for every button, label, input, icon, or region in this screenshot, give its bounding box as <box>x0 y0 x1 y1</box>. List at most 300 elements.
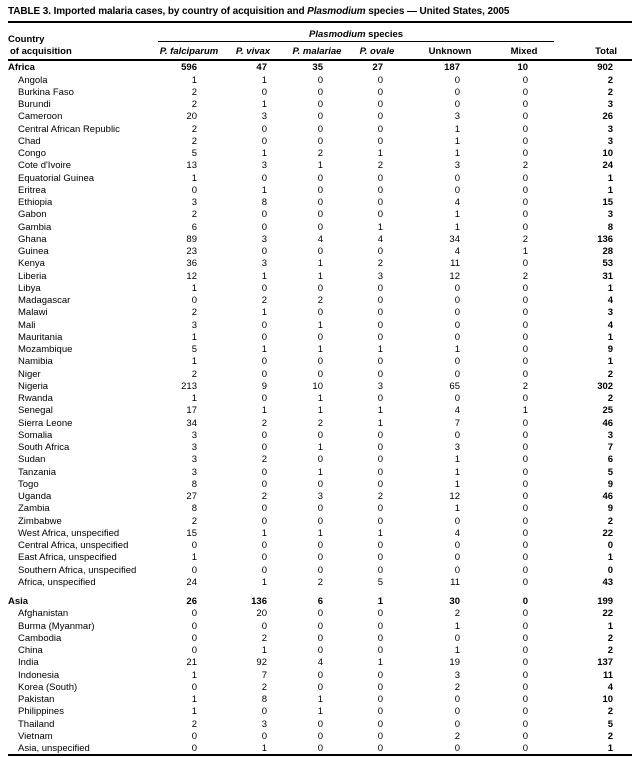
value-cell: 0 <box>522 442 529 453</box>
value-cell: 0 <box>522 123 529 135</box>
country-row <box>8 730 632 742</box>
value-cell: 0 <box>522 356 529 368</box>
value-cell: 0 <box>522 344 529 355</box>
value-cell: 27 <box>372 62 383 74</box>
country-cell: Tanzania <box>18 466 57 478</box>
section-row <box>8 588 632 607</box>
value-cell: 3 <box>261 111 267 123</box>
col-header-malariae: P. malariae <box>286 42 348 61</box>
country-cell: Eritrea <box>18 184 46 196</box>
value-cell: 0 <box>317 552 323 564</box>
value-cell: 1 <box>317 344 323 355</box>
total-cell: 0 <box>607 540 614 551</box>
value-cell: 2 <box>377 491 383 502</box>
value-cell: 0 <box>261 466 267 478</box>
value-cell: 0 <box>454 393 460 404</box>
total-cell: 902 <box>597 62 614 74</box>
value-cell: 0 <box>454 552 460 564</box>
value-cell: 0 <box>261 540 267 551</box>
country-cell: Vietnam <box>18 730 53 742</box>
value-cell: 0 <box>454 368 460 380</box>
value-cell: 4 <box>454 527 460 539</box>
value-cell: 1 <box>191 356 197 368</box>
country-cell: Madagascar <box>18 295 71 306</box>
value-cell: 0 <box>522 319 529 331</box>
value-cell: 0 <box>191 184 197 196</box>
total-cell: 3 <box>607 99 614 110</box>
value-cell: 13 <box>186 160 197 172</box>
total-cell: 9 <box>607 344 614 355</box>
value-cell: 3 <box>191 454 197 466</box>
country-header-line1: Country <box>8 34 45 45</box>
value-cell: 23 <box>186 246 197 257</box>
country-cell: Malawi <box>18 307 48 319</box>
total-cell: 28 <box>602 246 614 257</box>
total-cell: 22 <box>602 527 614 539</box>
value-cell: 10 <box>312 380 323 392</box>
value-cell: 0 <box>191 540 197 551</box>
value-cell: 0 <box>317 282 323 294</box>
country-cell: Chad <box>18 135 41 147</box>
country-row <box>8 73 632 85</box>
country-row <box>8 294 632 306</box>
value-cell: 1 <box>317 393 323 404</box>
value-cell: 1 <box>454 209 460 221</box>
value-cell: 9 <box>261 380 267 392</box>
col-header-ovale: P. ovale <box>348 42 406 61</box>
value-cell: 3 <box>261 160 267 172</box>
value-cell: 0 <box>377 172 383 184</box>
value-cell: 0 <box>522 111 529 123</box>
total-cell: 1 <box>607 356 614 368</box>
total-cell: 2 <box>607 393 614 404</box>
value-cell: 0 <box>377 319 383 331</box>
country-header-line2: of acquisition <box>10 45 72 57</box>
value-cell: 2 <box>317 295 323 306</box>
value-cell: 1 <box>191 669 197 681</box>
value-cell: 0 <box>317 246 323 257</box>
col-header-mixed: Mixed <box>494 42 554 61</box>
value-cell: 0 <box>377 503 383 515</box>
total-cell: 9 <box>607 478 614 490</box>
total-cell: 8 <box>607 221 614 233</box>
value-cell: 0 <box>317 368 323 380</box>
value-cell: 0 <box>377 393 383 404</box>
value-cell: 1 <box>261 576 267 588</box>
value-cell: 0 <box>317 669 323 681</box>
value-cell: 0 <box>377 123 383 135</box>
value-cell: 2 <box>377 160 383 172</box>
value-cell: 20 <box>256 608 267 620</box>
value-cell: 0 <box>317 503 323 515</box>
value-cell: 7 <box>454 417 460 429</box>
country-cell: India <box>18 657 39 669</box>
value-cell: 0 <box>261 331 267 343</box>
value-cell: 0 <box>454 99 460 110</box>
value-cell: 20 <box>186 111 197 123</box>
value-cell: 0 <box>377 295 383 306</box>
total-cell: 2 <box>607 86 614 98</box>
value-cell: 1 <box>317 694 323 705</box>
value-cell: 17 <box>186 405 197 417</box>
value-cell: 1 <box>317 405 323 417</box>
country-cell: Namibia <box>18 356 53 368</box>
value-cell: 0 <box>261 393 267 404</box>
value-cell: 2 <box>191 135 197 147</box>
country-cell: Pakistan <box>18 694 55 705</box>
country-row <box>8 705 632 717</box>
value-cell: 0 <box>377 429 383 441</box>
value-cell: 3 <box>454 442 460 453</box>
value-cell: 0 <box>377 706 383 718</box>
value-cell: 0 <box>522 221 529 233</box>
value-cell: 1 <box>377 527 383 539</box>
value-cell: 0 <box>522 706 529 718</box>
value-cell: 3 <box>454 111 460 123</box>
value-cell: 0 <box>191 645 197 656</box>
value-cell: 19 <box>449 657 460 669</box>
value-cell: 0 <box>317 111 323 123</box>
value-cell: 1 <box>454 478 460 490</box>
total-cell: 6 <box>607 454 614 466</box>
value-cell: 0 <box>377 718 383 730</box>
value-cell: 0 <box>317 307 323 319</box>
value-cell: 0 <box>522 632 529 644</box>
value-cell: 27 <box>186 491 197 502</box>
country-cell: Ethiopia <box>18 197 53 208</box>
value-cell: 0 <box>377 466 383 478</box>
value-cell: 36 <box>186 258 197 270</box>
country-row <box>8 539 632 551</box>
country-row <box>8 490 632 502</box>
value-cell: 3 <box>261 718 267 730</box>
value-cell: 11 <box>450 576 460 588</box>
value-cell: 8 <box>261 197 267 208</box>
country-cell: Burma (Myanmar) <box>18 620 95 632</box>
value-cell: 0 <box>377 645 383 656</box>
value-cell: 0 <box>261 123 267 135</box>
value-cell: 0 <box>454 184 460 196</box>
spanner-italic: Plasmodium <box>309 29 366 40</box>
total-cell: 2 <box>607 368 614 380</box>
value-cell: 0 <box>377 564 383 576</box>
value-cell: 0 <box>522 429 529 441</box>
country-cell: Liberia <box>18 270 47 282</box>
value-cell: 0 <box>522 564 529 576</box>
country-cell: Asia <box>8 596 29 607</box>
value-cell: 0 <box>522 331 529 343</box>
value-cell: 2 <box>454 681 460 693</box>
total-cell: 5 <box>607 466 614 478</box>
value-cell: 0 <box>377 552 383 564</box>
value-cell: 0 <box>317 515 323 527</box>
value-cell: 2 <box>454 730 460 742</box>
value-cell: 1 <box>377 596 383 607</box>
country-cell: Uganda <box>18 491 52 502</box>
value-cell: 0 <box>522 608 529 620</box>
value-cell: 1 <box>454 454 460 466</box>
country-cell: Gabon <box>18 209 47 221</box>
country-cell: Guinea <box>18 246 49 257</box>
country-cell: Burkina Faso <box>18 86 74 98</box>
total-cell: 2 <box>607 515 614 527</box>
country-row <box>8 86 632 98</box>
country-row <box>8 717 632 729</box>
value-cell: 0 <box>377 111 383 123</box>
country-row <box>8 392 632 404</box>
value-cell: 0 <box>522 503 529 515</box>
country-row <box>8 135 632 147</box>
value-cell: 2 <box>261 632 267 644</box>
value-cell: 3 <box>191 442 197 453</box>
value-cell: 0 <box>377 608 383 620</box>
country-cell: West Africa, unspecified <box>18 527 120 539</box>
value-cell: 0 <box>377 681 383 693</box>
country-cell: Nigeria <box>18 380 49 392</box>
value-cell: 1 <box>261 527 267 539</box>
spanner-row <box>8 23 632 42</box>
value-cell: 0 <box>522 694 529 705</box>
country-row <box>8 478 632 490</box>
value-cell: 2 <box>261 491 267 502</box>
value-cell: 0 <box>522 99 529 110</box>
value-cell: 0 <box>454 356 460 368</box>
country-cell: Burundi <box>18 99 51 110</box>
value-cell: 35 <box>312 62 323 74</box>
country-row <box>8 619 632 631</box>
value-cell: 0 <box>522 282 529 294</box>
value-cell: 0 <box>454 706 460 718</box>
value-cell: 0 <box>522 135 529 147</box>
total-cell: 3 <box>607 307 614 319</box>
country-cell: Togo <box>18 478 39 490</box>
country-cell: Africa, unspecified <box>18 576 96 588</box>
value-cell: 26 <box>186 596 197 607</box>
value-cell: 1 <box>317 160 323 172</box>
value-cell: 1 <box>317 270 323 282</box>
country-row <box>8 98 632 110</box>
value-cell: 0 <box>522 743 529 754</box>
value-cell: 0 <box>317 718 323 730</box>
value-cell: 0 <box>454 515 460 527</box>
value-cell: 92 <box>256 657 267 669</box>
value-cell: 0 <box>522 258 529 270</box>
table-title <box>8 5 632 23</box>
value-cell: 1 <box>317 319 323 331</box>
value-cell: 0 <box>377 307 383 319</box>
value-cell: 1 <box>522 246 529 257</box>
country-row <box>8 514 632 526</box>
value-cell: 0 <box>317 209 323 221</box>
value-cell: 0 <box>454 632 460 644</box>
value-cell: 0 <box>261 620 267 632</box>
value-cell: 5 <box>191 148 197 159</box>
value-cell: 0 <box>377 478 383 490</box>
value-cell: 1 <box>261 307 267 319</box>
value-cell: 0 <box>522 295 529 306</box>
value-cell: 0 <box>317 564 323 576</box>
col-header-vivax: P. vivax <box>220 42 286 61</box>
country-row <box>8 269 632 281</box>
total-cell: 136 <box>597 233 614 245</box>
value-cell: 0 <box>261 429 267 441</box>
country-row <box>8 551 632 563</box>
col-header-falciparum: P. falciparum <box>158 42 220 61</box>
value-cell: 0 <box>454 718 460 730</box>
value-cell: 6 <box>191 221 197 233</box>
value-cell: 3 <box>191 429 197 441</box>
country-cell: Cameroon <box>18 111 63 123</box>
value-cell: 2 <box>191 86 197 98</box>
value-cell: 0 <box>317 730 323 742</box>
country-cell: Niger <box>18 368 41 380</box>
value-cell: 0 <box>522 74 529 86</box>
value-cell: 2 <box>261 681 267 693</box>
value-cell: 0 <box>317 184 323 196</box>
value-cell: 1 <box>317 442 323 453</box>
country-row <box>8 404 632 416</box>
country-cell: Asia, unspecified <box>18 743 90 754</box>
value-cell: 0 <box>191 632 197 644</box>
value-cell: 1 <box>454 620 460 632</box>
country-cell: Equatorial Guinea <box>18 172 95 184</box>
total-cell: 46 <box>602 491 614 502</box>
total-cell: 31 <box>602 270 614 282</box>
value-cell: 0 <box>317 331 323 343</box>
value-cell: 1 <box>191 282 197 294</box>
value-cell: 0 <box>377 356 383 368</box>
value-cell: 0 <box>317 221 323 233</box>
country-row <box>8 693 632 705</box>
total-column-header: Total <box>554 23 632 60</box>
country-row <box>8 196 632 208</box>
value-cell: 2 <box>317 148 323 159</box>
country-cell: Sierra Leone <box>18 417 73 429</box>
value-cell: 0 <box>522 596 529 607</box>
value-cell: 3 <box>377 270 383 282</box>
value-cell: 1 <box>522 405 529 417</box>
country-cell: Somalia <box>18 429 53 441</box>
value-cell: 15 <box>186 527 197 539</box>
value-cell: 0 <box>261 246 267 257</box>
value-cell: 1 <box>454 344 460 355</box>
country-row <box>8 233 632 245</box>
value-cell: 0 <box>191 564 197 576</box>
country-row <box>8 257 632 269</box>
value-cell: 1 <box>317 527 323 539</box>
value-cell: 1 <box>191 74 197 86</box>
value-cell: 0 <box>317 356 323 368</box>
value-cell: 0 <box>377 540 383 551</box>
total-cell: 24 <box>602 160 614 172</box>
value-cell: 0 <box>377 743 383 754</box>
value-cell: 4 <box>377 233 383 245</box>
total-cell: 1 <box>607 743 614 754</box>
value-cell: 1 <box>261 184 267 196</box>
total-cell: 4 <box>607 295 614 306</box>
value-cell: 0 <box>522 730 529 742</box>
value-cell: 4 <box>317 657 323 669</box>
country-row <box>8 343 632 355</box>
value-cell: 0 <box>191 730 197 742</box>
value-cell: 0 <box>522 645 529 656</box>
value-cell: 0 <box>261 564 267 576</box>
value-cell: 0 <box>522 478 529 490</box>
value-cell: 0 <box>522 718 529 730</box>
value-cell: 1 <box>261 74 267 86</box>
value-cell: 2 <box>261 417 267 429</box>
value-cell: 0 <box>261 442 267 453</box>
value-cell: 0 <box>261 221 267 233</box>
total-cell: 4 <box>607 681 614 693</box>
value-cell: 12 <box>449 491 460 502</box>
value-cell: 0 <box>522 620 529 632</box>
value-cell: 0 <box>317 454 323 466</box>
value-cell: 3 <box>454 669 460 681</box>
value-cell: 1 <box>191 172 197 184</box>
country-row <box>8 208 632 220</box>
country-cell: Mauritania <box>18 331 63 343</box>
total-cell: 3 <box>607 209 614 221</box>
total-cell: 4 <box>607 319 614 331</box>
value-cell: 0 <box>522 527 529 539</box>
value-cell: 0 <box>317 99 323 110</box>
value-cell: 3 <box>454 160 460 172</box>
value-cell: 3 <box>191 319 197 331</box>
value-cell: 0 <box>522 368 529 380</box>
value-cell: 2 <box>191 99 197 110</box>
value-cell: 0 <box>454 331 460 343</box>
value-cell: 0 <box>522 148 529 159</box>
country-row <box>8 429 632 441</box>
value-cell: 0 <box>377 620 383 632</box>
spanner-rest: species <box>365 29 404 40</box>
total-cell: 2 <box>607 632 614 644</box>
value-cell: 0 <box>261 209 267 221</box>
total-cell: 0 <box>607 564 614 576</box>
value-cell: 0 <box>454 295 460 306</box>
total-cell: 10 <box>602 148 614 159</box>
value-cell: 0 <box>522 172 529 184</box>
country-cell: Africa <box>8 62 35 74</box>
total-cell: 1 <box>607 184 614 196</box>
value-cell: 1 <box>454 148 460 159</box>
value-cell: 4 <box>454 246 460 257</box>
country-cell: Thailand <box>18 718 55 730</box>
value-cell: 0 <box>261 478 267 490</box>
value-cell: 1 <box>454 123 460 135</box>
value-cell: 2 <box>191 123 197 135</box>
country-row <box>8 563 632 575</box>
value-cell: 0 <box>454 564 460 576</box>
value-cell: 0 <box>377 694 383 705</box>
country-cell: Philippines <box>18 706 64 718</box>
country-row <box>8 453 632 465</box>
value-cell: 0 <box>377 454 383 466</box>
total-cell: 1 <box>607 282 614 294</box>
value-cell: 0 <box>454 743 460 754</box>
total-cell: 2 <box>607 74 614 86</box>
country-row <box>8 245 632 257</box>
total-cell: 43 <box>602 576 614 588</box>
value-cell: 3 <box>261 233 267 245</box>
value-cell: 1 <box>377 148 383 159</box>
value-cell: 0 <box>317 74 323 86</box>
value-cell: 1 <box>261 344 267 355</box>
value-cell: 0 <box>317 645 323 656</box>
value-cell: 0 <box>377 368 383 380</box>
value-cell: 0 <box>377 282 383 294</box>
